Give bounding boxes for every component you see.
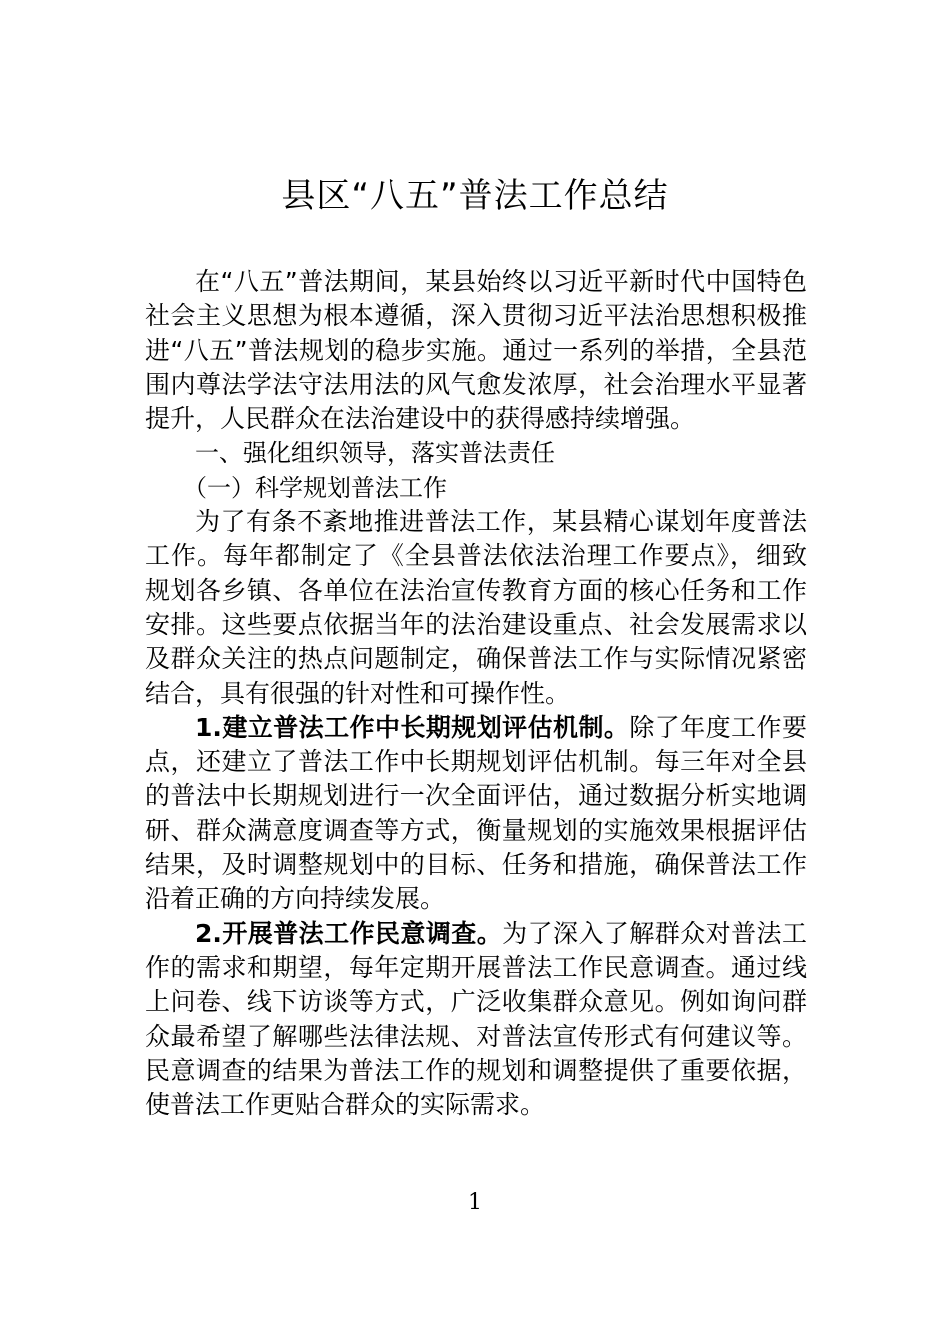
item-2-paragraph	[145, 917, 807, 1123]
item-2-text: 为了深入了解群众对普法工作的需求和期望，每年定期开展普法工作民意调查。通过线上问卷、线下访谈等方式，广泛收集群众意见。例如询问群众最希望了解哪些法律法规、对普法宣传形式有何建议等。民意调查的结果为普法工作的规划和调整提供了重要依据，使普法工作更贴合群众的实际需求。	[145, 918, 807, 1120]
item-1-text: 除了年度工作要点，还建立了普法工作中长期规划评估机制。每三年对全县的普法中长期规划进行一次全面评估，通过数据分析实地调研、群众满意度调查等方式，衡量规划的实施效果根据评估结果，及时调整规划中的目标、任务和措施，确保普法工作沿着正确的方向持续发展。	[145, 712, 807, 914]
document-body	[145, 265, 807, 1122]
item-1-paragraph	[145, 711, 807, 917]
subsection-heading: （一）科学规划普法工作	[183, 473, 447, 502]
planning-paragraph: 为了有条不紊地推进普法工作，某县精心谋划年度普法工作。每年都制定了《全县普法依法治理工作要点》，细致规划各乡镇、各单位在法治宣传教育方面的核心任务和工作安排。这些要点依据当年的法治建设重点、社会发展需求以及群众关注的热点问题制定，确保普法工作与实际情况紧密结合，具有很强的针对性和可操作性。	[145, 507, 807, 708]
intro-paragraph: 在“八五”普法期间，某县始终以习近平新时代中国特色社会主义思想为根本遵循，深入贯彻习近平法治思想积极推进“八五”普法规划的稳步实施。通过一系列的举措，全县范围内尊法学法守法用法的风气愈发浓厚，社会治理水平显著提升，人民群众在法治建设中的获得感持续增强。	[145, 267, 807, 434]
item-2-lead: 2.开展普法工作民意调查。	[195, 918, 503, 948]
section-heading: 一、强化组织领导，落实普法责任	[195, 439, 555, 468]
item-1-lead: 1.建立普法工作中长期规划评估机制。	[195, 712, 630, 742]
document-title: 县区“八五”普法工作总结	[281, 176, 669, 216]
page-number: 1	[468, 1190, 482, 1215]
